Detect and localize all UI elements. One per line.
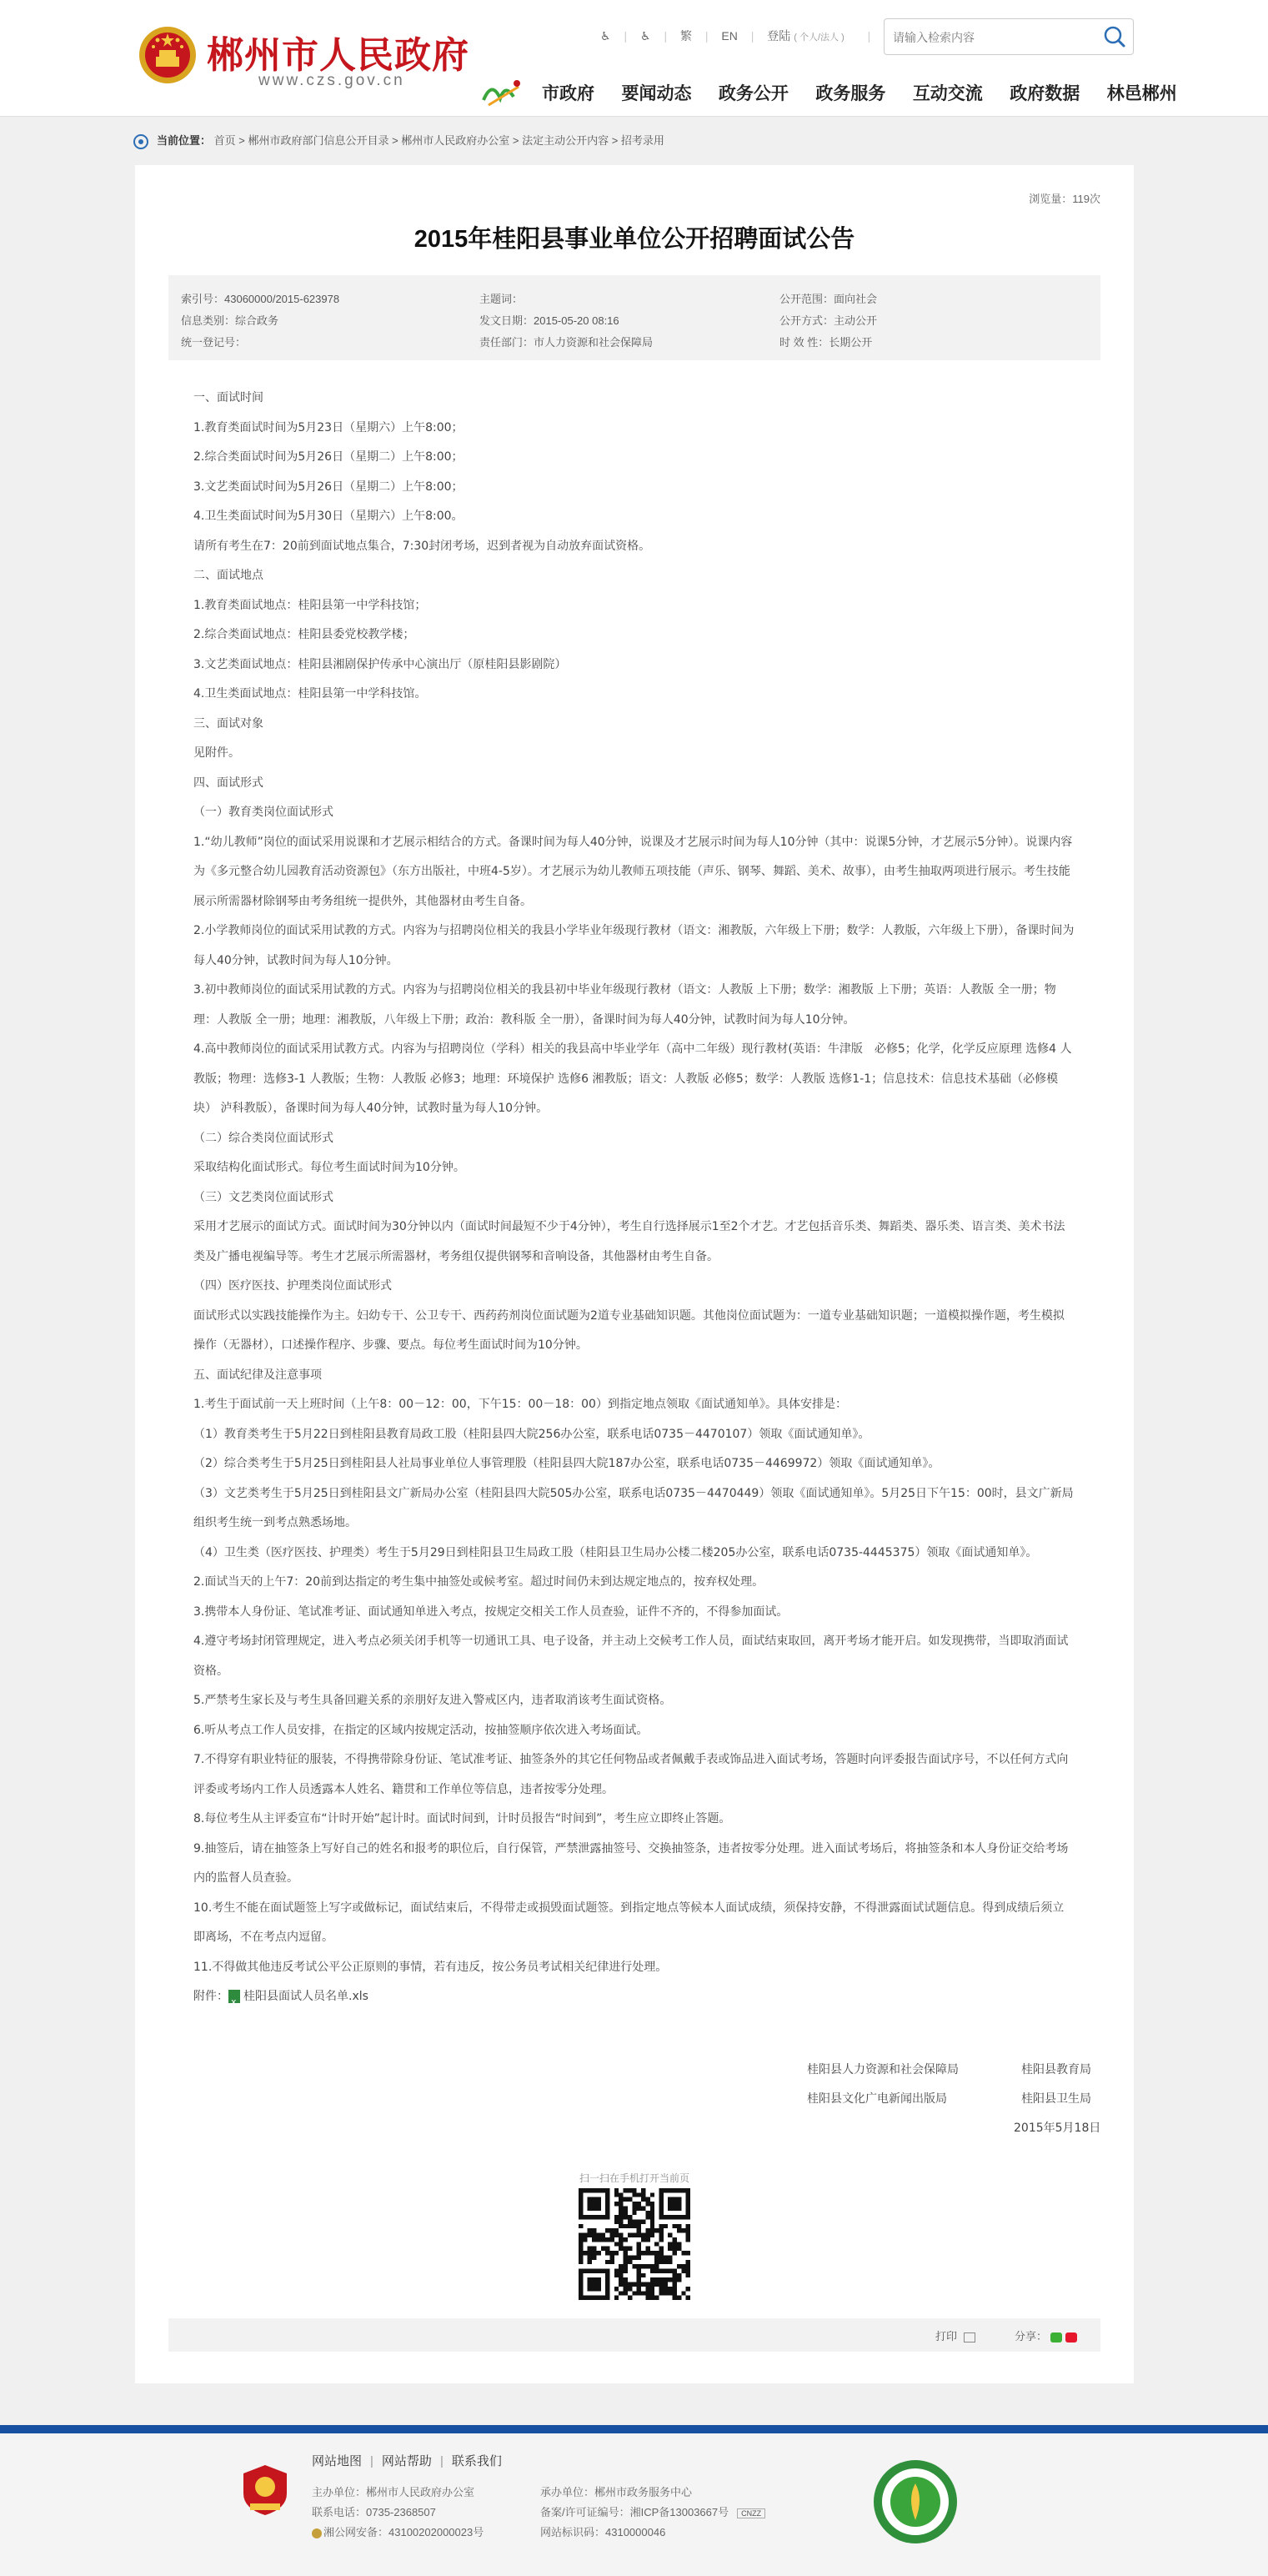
wechat-share-icon[interactable] <box>1050 2332 1062 2343</box>
city-nav-logo-icon <box>480 75 524 108</box>
footer-divider <box>0 2425 1268 2433</box>
article-paragraph: 1.“幼儿教师”岗位的面试采用说课和才艺展示相结合的方式。备课时间为每人40分钟，说课及才艺展示时间为每人10分钟（其中：说课5分钟，才艺展示5分钟）。说课内容为《多元整合幼儿园教育活动资源包》（东方出版社，中班4-5岁）。才艺展示为幼儿教师五项技能（声乐、钢琴、舞蹈、美术、故事），由考生抽取两项进行展示。考生技能展示所需器材除钢琴由考务组统一提供外，其他器材由考生自备。 <box>193 835 1073 908</box>
article-paragraph: 7.不得穿有职业特征的服装，不得携带除身份证、笔试准考证、抽签条外的其它任何物品或者佩戴手表或饰品进入面试考场，答题时向评委报告面试序号，不以任何方式向评委或考场内工作人员透露本人姓名、籍贯和工作单位等信息，违者按零分处理。 <box>193 1753 1069 1796</box>
search-box <box>884 18 1134 55</box>
nav-item-linyi-chenzhou[interactable]: 林邑郴州 <box>1106 84 1177 103</box>
article-paragraph: 4.卫生类面试地点：桂阳县第一中学科技馆。 <box>193 687 427 700</box>
meta-index-no: 索引号：43060000/2015-623978 <box>181 293 340 305</box>
excel-file-icon <box>228 1990 240 2003</box>
print-label: 打印 <box>935 2330 957 2343</box>
article-paragraph: （1）教育类考生于5月22日到桂阳县教育局政工股（桂阳县四大院256办公室，联系电话0735－4470107）领取《面试通知单》。 <box>193 1427 870 1441</box>
printer-icon <box>964 2332 975 2343</box>
search-icon[interactable] <box>1100 24 1128 49</box>
signature-org-education: 桂阳县教育局 <box>1021 2063 1091 2076</box>
article-paragraph: 6.听从考点工作人员安排，在指定的区域内按规定活动，按抽签顺序依次进入考场面试。 <box>193 1723 649 1737</box>
signature-date: 2015年5月18日 <box>1014 2122 1101 2135</box>
nav-item-interaction[interactable]: 互动交流 <box>912 84 983 103</box>
article-paragraph: 3.携带本人身份证、笔试准考证、面试通知单进入考点，按规定交相关工作人员查验，证件不齐的，不得参加面试。 <box>193 1604 789 1619</box>
page-title: 2015年桂阳县事业单位公开招聘面试公告 <box>413 226 855 253</box>
article-paragraph: （二）综合类岗位面试形式 <box>193 1131 333 1145</box>
signature-org-health: 桂阳县卫生局 <box>1021 2092 1091 2106</box>
footer-icp-text: 备案/许可证编号：湘ICP备13003667号 <box>540 2506 729 2518</box>
footer-icp[interactable] <box>540 2503 765 2519</box>
article-paragraph: 10.考生不能在面试题签上写字或做标记，面试结束后，不得带走或损毁面试题签。到指定地点等候本人面试成绩，须保持安静，不得泄露面试试题信息。得到成绩后须立即离场，不在考点内逗留。 <box>193 1901 1065 1944</box>
article-paragraph: 1.考生于面试前一天上班时间（上午8：00－12：00，下午15：00－18：00）到指定地点领取《面试通知单》。具体安排是： <box>193 1398 847 1411</box>
article-paragraph: 8.每位考生从主评委宣布“计时开始”起计时。面试时间到，计时员报告“时间到”，考生应立即终止答题。 <box>193 1812 731 1825</box>
elder-mode-icon[interactable]: ♿︎ <box>600 29 611 43</box>
article-tools <box>168 2318 1100 2352</box>
nav-item-government-services[interactable]: 政务服务 <box>815 84 886 103</box>
footer-police-text: 湘公网安备：43100202000023号 <box>323 2526 484 2538</box>
article-paragraph: （四）医疗医技、护理类岗位面试形式 <box>193 1279 392 1293</box>
signature-org-culture: 桂阳县文化广电新闻出版局 <box>807 2092 947 2106</box>
nav-item-city-government[interactable]: 市政府 <box>542 84 594 103</box>
meta-validity: 时 效 性：长期公开 <box>779 336 873 349</box>
article-paragraph: 三、面试对象 <box>193 716 263 731</box>
party-government-badge-icon[interactable] <box>242 2463 288 2517</box>
footer-undertake: 承办单位：郴州市政务服务中心 <box>540 2486 693 2498</box>
article-paragraph: 1.教育类面试时间为5月23日（星期六）上午8:00； <box>193 420 464 434</box>
traditional-chinese-link[interactable]: 繁 <box>679 29 692 43</box>
article-paragraph: 五、面试纪律及注意事项 <box>193 1368 322 1382</box>
top-links: ♿︎ | ♿ | 繁 | EN | 登陆 ( 个人/法人 ) | <box>600 28 917 44</box>
site-url: www.czs.gov.cn <box>258 72 405 89</box>
article-paragraph: 2.小学教师岗位的面试采用试教的方式。内容为与招聘岗位相关的我县小学毕业年级现行教材（语文：湘教版，六年级上下册；数学：人教版，六年级上下册），备课时间为每人40分钟，试教时间为每人10分钟。 <box>193 924 1075 967</box>
article-paragraph: （2）综合类考生于5月25日到桂阳县人社局事业单位人事管理股（桂阳县四大院187办公室，联系电话0735－4469972）领取《面试通知单》。 <box>193 1457 940 1470</box>
article-paragraph: 2.综合类面试地点：桂阳县委党校教学楼； <box>193 628 415 641</box>
national-emblem-icon[interactable] <box>136 22 199 88</box>
article-paragraph: （一）教育类岗位面试形式 <box>193 806 333 819</box>
article-paragraph: 5.严禁考生家长及与考生具备回避关系的亲朋好友进入警戒区内，违者取消该考生面试资格。 <box>193 1694 672 1707</box>
article-paragraph: 4.卫生类面试时间为5月30日（星期六）上午8:00。 <box>193 510 464 523</box>
meta-scope: 公开范围：面向社会 <box>779 293 878 305</box>
meta-dept: 责任部门：市人力资源和社会保障局 <box>479 336 654 349</box>
meta-date: 发文日期：2015-05-20 08:16 <box>479 314 619 327</box>
article-paragraph: 9.抽签后，请在抽签条上写好自己的姓名和报考的职位后，自行保管，严禁泄露抽签号、交换抽签条，违者按零分处理。进入面试考场后，将抽签条和本人身份证交给考场内的监督人员查验。 <box>193 1841 1069 1885</box>
search-input[interactable] <box>893 28 1093 48</box>
main-nav <box>542 80 1177 105</box>
print-button[interactable] <box>935 2327 975 2343</box>
view-count: 浏览量：119次 <box>1029 193 1100 205</box>
footer-police[interactable] <box>312 2523 484 2539</box>
article-paragraph: 见附件。 <box>193 746 240 760</box>
article-paragraph: （4）卫生类（医疗医技、护理类）考生于5月29日到桂阳县卫生局政工股（桂阳县卫生局办公楼二楼205办公室，联系电话0735-4445375）领取《面试通知单》。 <box>193 1545 1038 1559</box>
attachment-line <box>193 1982 1075 2012</box>
cnzz-badge[interactable]: CNZZ <box>737 2508 765 2518</box>
police-badge-icon <box>312 2528 322 2538</box>
footer-host: 主办单位：郴州市人民政府办公室 <box>312 2486 475 2498</box>
meta-reg-no: 统一登记号： <box>181 336 247 349</box>
article-paragraph: 3.初中教师岗位的面试采用试教的方式。内容为与招聘岗位相关的我县初中毕业年级现行教材（语文：人教版 上下册；数学：湘教版 上下册；英语：人教版 全一册；物理：人教版 全一册；地理：湘教版，八年级上下册；政治：教科版 全一册），备课时间为每人40分钟，试教时间为每人10分钟。 <box>193 983 1056 1027</box>
qr-caption: 扫一扫在手机打开当前页 <box>579 2172 689 2184</box>
meta-category: 信息类别：综合政务 <box>181 314 279 327</box>
civilized-city-logo-icon[interactable] <box>872 2458 959 2545</box>
weibo-share-icon[interactable] <box>1065 2332 1077 2343</box>
nav-item-open-government[interactable]: 政务公开 <box>718 84 789 103</box>
english-link[interactable]: EN <box>721 29 738 43</box>
site-title[interactable]: 郴州市人民政府 <box>207 34 469 77</box>
login-label: 登陆 <box>767 29 791 43</box>
nav-item-news[interactable]: 要闻动态 <box>621 84 692 103</box>
meta-subject: 主题词： <box>479 293 524 305</box>
site-header <box>0 0 1268 117</box>
location-icon <box>133 134 148 149</box>
signature-org-hrss: 桂阳县人力资源和社会保障局 <box>807 2063 959 2076</box>
footer-site-code: 网站标识码：4310000046 <box>540 2526 666 2538</box>
metadata-table <box>168 275 1100 360</box>
login-link[interactable] <box>767 28 855 44</box>
qr-code-icon <box>579 2188 690 2300</box>
accessibility-icon[interactable]: ♿ <box>639 29 651 43</box>
article-paragraph: 4.高中教师岗位的面试采用试教方式。内容为与招聘岗位（学科）相关的我县高中毕业学年（高中二年级）现行教材(英语：牛津版 必修5；化学，化学反应原理 选修4 人教版；物理：选修3-1 人教版；生物：人教版 必修3；地理：环境保护 选修6 湘教版；语文：人教版 必修5；数学：人教版 选修1-1；信息技术：信息技术基础（必修模块） 泸科教版），备课时间为每人40分钟，试教时量为每人10分钟。 <box>193 1042 1072 1115</box>
article-paragraph: 3.文艺类面试时间为5月26日（星期二）上午8:00； <box>193 480 464 494</box>
footer-link-help[interactable]: 网站帮助 <box>381 2454 432 2468</box>
share-label: 分享： <box>1014 2330 1047 2343</box>
article-paragraph: 2.综合类面试时间为5月26日（星期二）上午8:00； <box>193 450 464 464</box>
login-hint: ( 个人/法人 ) <box>794 33 844 43</box>
nav-item-government-data[interactable]: 政府数据 <box>1010 84 1080 103</box>
share-bar <box>1015 2327 1077 2343</box>
article-paragraph: 二、面试地点 <box>193 569 263 582</box>
article-paragraph: 2.面试当天的上午7：20前到达指定的考生集中抽签处或候考室。超过时间仍未到达规定地点的，按弃权处理。 <box>193 1575 764 1589</box>
breadcrumb-label: 当前位置： <box>157 134 212 147</box>
article-paragraph: （3）文艺类考生于5月25日到桂阳县文广新局办公室（桂阳县四大院505办公室，联系电话0735－4470449）领取《面试通知单》。5月25日下午15：00时，县文广新局组织考生统一到考点熟悉场地。 <box>193 1486 1074 1529</box>
meta-method: 公开方式：主动公开 <box>779 314 878 327</box>
article-paragraph: 请所有考生在7：20前到面试地点集合，7:30封闭考场，迟到者视为自动放弃面试资格。 <box>193 539 651 553</box>
breadcrumb <box>133 132 664 149</box>
article-paragraph: （三）文艺类岗位面试形式 <box>193 1190 333 1204</box>
article-paragraph: 一、面试时间 <box>193 391 263 404</box>
article-paragraph: 1.教育类面试地点：桂阳县第一中学科技馆； <box>193 598 427 612</box>
article-paragraph: 四、面试形式 <box>193 776 263 790</box>
article-body <box>193 384 1075 2012</box>
site-footer <box>0 2433 1268 2576</box>
article-paragraph: 采取结构化面试形式。每位考生面试时间为10分钟。 <box>193 1161 465 1174</box>
footer-link-sitemap[interactable]: 网站地图 <box>312 2454 363 2468</box>
breadcrumb-path[interactable]: 首页 > 郴州市政府部门信息公开目录 > 郴州市人民政府办公室 > 法定主动公开内容 > 招考录用 <box>213 134 664 147</box>
article-paragraph: 采用才艺展示的面试方式。面试时间为30分钟以内（面试时间最短不少于4分钟），考生自行选择展示1至2个才艺。才艺包括音乐类、舞蹈类、器乐类、语言类、美术书法类及广播电视编导等。考生才艺展示所需器材，考务组仅提供钢琴和音响设备，其他器材由考生自备。 <box>193 1220 1065 1263</box>
article-paragraph: 4.遵守考场封闭管理规定，进入考点必须关闭手机等一切通讯工具、电子设备，并主动上交候考工作人员，面试结束取回，离开考场才能开启。如发现携带，当即取消面试资格。 <box>193 1634 1069 1678</box>
article-paragraph: 11.不得做其他违反考试公平公正原则的事情，若有违反，按公务员考试相关纪律进行处理。 <box>193 1960 668 1974</box>
footer-link-contact[interactable]: 联系我们 <box>451 2454 502 2468</box>
article-paragraph: 3.文艺类面试地点：桂阳县湘剧保护传承中心演出厅（原桂阳县影剧院） <box>193 657 567 671</box>
article-card <box>135 165 1134 2383</box>
attachment-label: 附件： <box>193 1990 228 2003</box>
footer-links: 网站地图 | 网站帮助 | 联系我们 <box>312 2454 502 2468</box>
attachment-link[interactable]: 桂阳县面试人员名单.xls <box>243 1990 368 2003</box>
article-paragraph: 面试形式以实践技能操作为主。妇幼专干、公卫专干、西药药剂岗位面试题为2道专业基础知识题。其他岗位面试题为：一道专业基础知识题；一道模拟操作题，考生模拟操作（无器材），口述操作程序、步骤、要点。每位考生面试时间为10分钟。 <box>193 1308 1065 1352</box>
footer-tel: 联系电话：0735-2368507 <box>312 2506 436 2518</box>
